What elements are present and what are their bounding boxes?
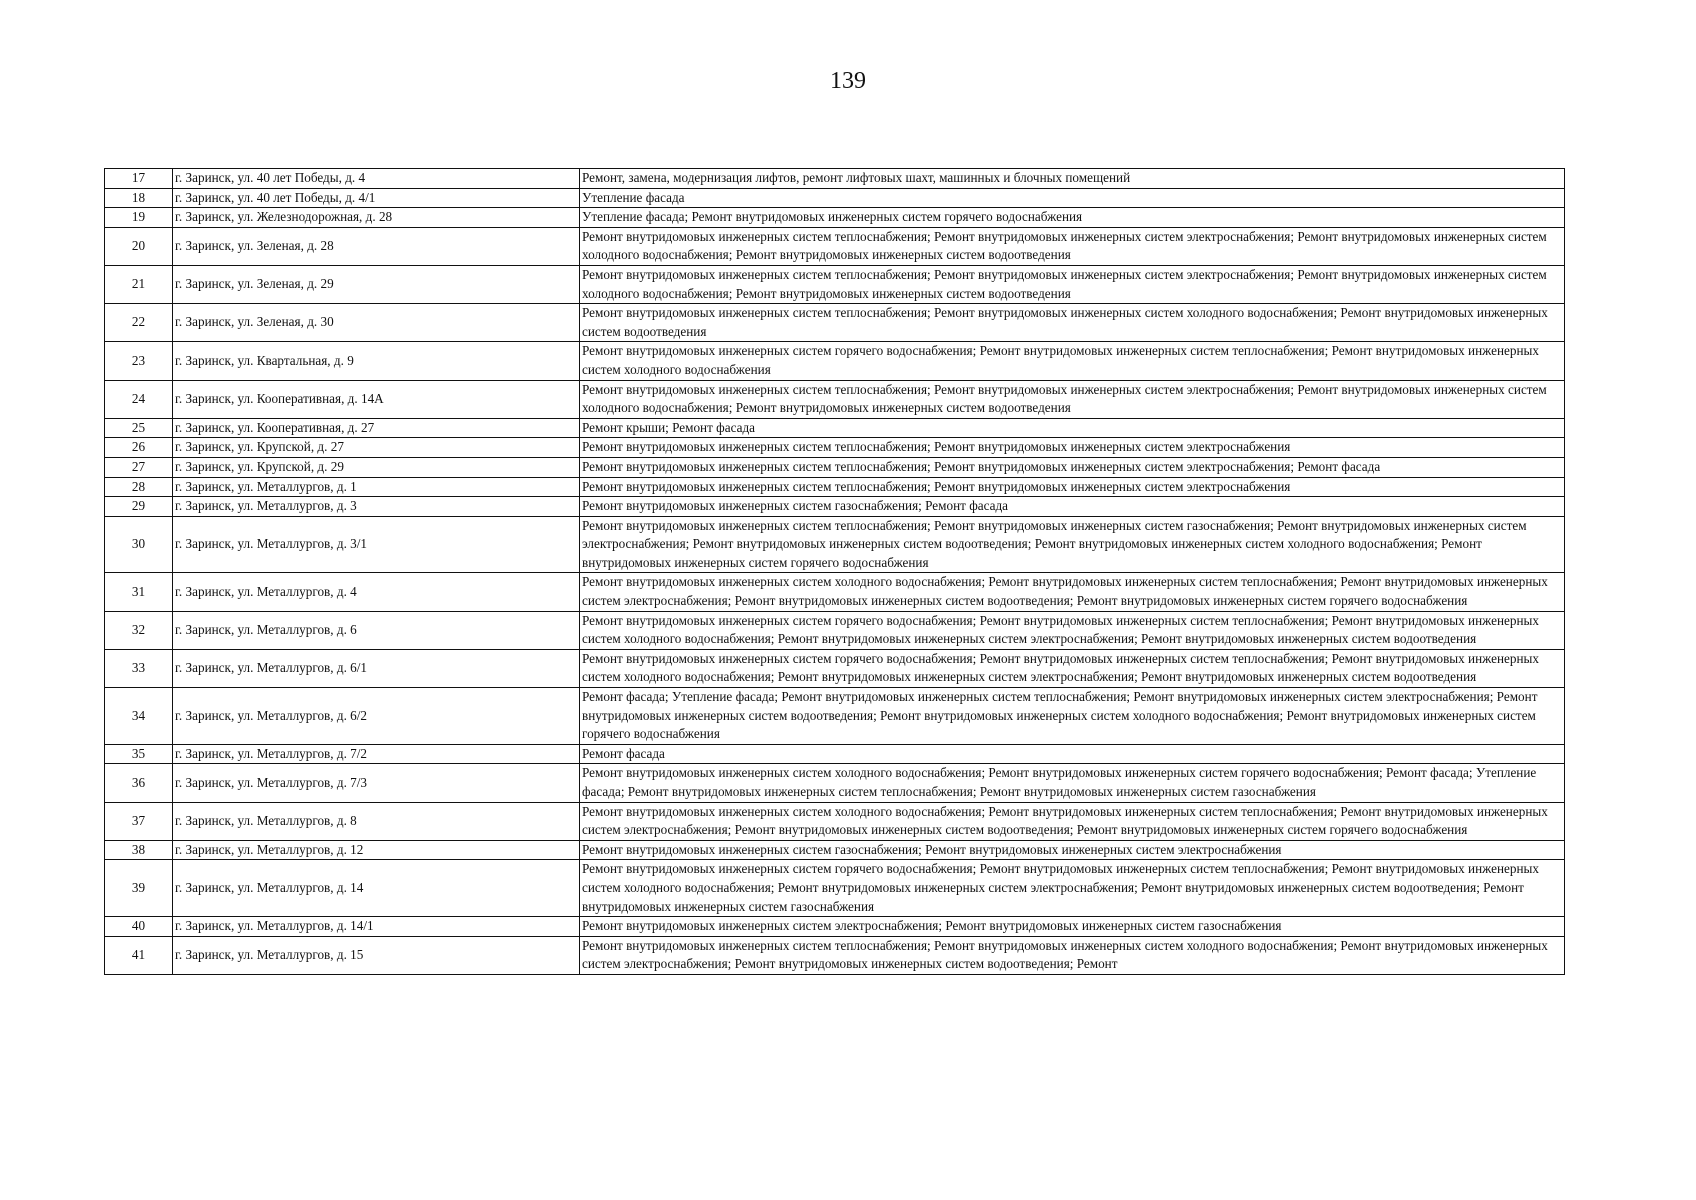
repair-works: Ремонт внутридомовых инженерных систем электроснабжения; Ремонт внутридомовых инженерных систем газоснабжения [580,917,1565,937]
repair-works: Ремонт внутридомовых инженерных систем теплоснабжения; Ремонт внутридомовых инженерных систем холодного водоснабжения; Ремонт внутридомовых инженерных систем водоотведения [580,304,1565,342]
table-row [105,438,1565,458]
table-row [105,188,1565,208]
row-number: 21 [105,265,173,303]
row-number: 23 [105,342,173,380]
repair-works: Ремонт внутридомовых инженерных систем теплоснабжения; Ремонт внутридомовых инженерных систем газоснабжения; Ремонт внутридомовых инженерных систем электроснабжения; Ремонт внутридомовых инженерных систем водоотведения; Ремонт внутридомовых инженерных систем холодного водоснабжения; Ремонт внутридомовых инженерных систем горячего водоснабжения [580,516,1565,573]
row-number: 34 [105,688,173,745]
page-number: 139 [830,68,866,94]
table-row [105,169,1565,189]
row-number: 29 [105,497,173,517]
building-address: г. Заринск, ул. Металлургов, д. 6 [173,611,580,649]
row-number: 38 [105,840,173,860]
table-row [105,860,1565,917]
repair-works: Ремонт внутридомовых инженерных систем холодного водоснабжения; Ремонт внутридомовых инженерных систем горячего водоснабжения; Ремонт фасада; Утепление фасада; Ремонт внутридомовых инженерных систем теплоснабжения; Ремонт внутридомовых инженерных систем газоснабжения [580,764,1565,802]
building-address: г. Заринск, ул. Металлургов, д. 7/3 [173,764,580,802]
table-row [105,208,1565,228]
repair-works: Ремонт внутридомовых инженерных систем теплоснабжения; Ремонт внутридомовых инженерных систем электроснабжения; Ремонт внутридомовых инженерных систем холодного водоснабжения; Ремонт внутридомовых инженерных систем водоотведения [580,227,1565,265]
table-row [105,611,1565,649]
repair-works: Ремонт крыши; Ремонт фасада [580,418,1565,438]
building-address: г. Заринск, ул. Кооперативная, д. 14А [173,380,580,418]
row-number: 22 [105,304,173,342]
table-row [105,418,1565,438]
row-number: 33 [105,649,173,687]
building-address: г. Заринск, ул. Металлургов, д. 3/1 [173,516,580,573]
row-number: 41 [105,936,173,974]
repair-works: Ремонт внутридомовых инженерных систем горячего водоснабжения; Ремонт внутридомовых инженерных систем теплоснабжения; Ремонт внутридомовых инженерных систем холодного водоснабжения; Ремонт внутридомовых инженерных систем электроснабжения; Ремонт внутридомовых инженерных систем водоотведения [580,649,1565,687]
table-row [105,304,1565,342]
building-address: г. Заринск, ул. Металлургов, д. 6/1 [173,649,580,687]
row-number: 37 [105,802,173,840]
building-address: г. Заринск, ул. Металлургов, д. 14/1 [173,917,580,937]
table-row [105,227,1565,265]
repair-works: Ремонт фасада [580,744,1565,764]
table-row [105,573,1565,611]
row-number: 39 [105,860,173,917]
table-row [105,649,1565,687]
table-row [105,917,1565,937]
building-address: г. Заринск, ул. Зеленая, д. 28 [173,227,580,265]
table-row [105,380,1565,418]
repair-works: Ремонт внутридомовых инженерных систем теплоснабжения; Ремонт внутридомовых инженерных систем электроснабжения; Ремонт внутридомовых инженерных систем холодного водоснабжения; Ремонт внутридомовых инженерных систем водоотведения [580,380,1565,418]
row-number: 30 [105,516,173,573]
building-address: г. Заринск, ул. Металлургов, д. 3 [173,497,580,517]
row-number: 24 [105,380,173,418]
repair-works: Ремонт внутридомовых инженерных систем холодного водоснабжения; Ремонт внутридомовых инженерных систем теплоснабжения; Ремонт внутридомовых инженерных систем электроснабжения; Ремонт внутридомовых инженерных систем водоотведения; Ремонт внутридомовых инженерных систем горячего водоснабжения [580,802,1565,840]
building-address: г. Заринск, ул. Металлургов, д. 7/2 [173,744,580,764]
table-row [105,840,1565,860]
table-row [105,516,1565,573]
building-address: г. Заринск, ул. Металлургов, д. 4 [173,573,580,611]
table-row [105,477,1565,497]
table-body [105,169,1565,975]
row-number: 18 [105,188,173,208]
table-row [105,265,1565,303]
table-row [105,744,1565,764]
repair-works: Ремонт, замена, модернизация лифтов, ремонт лифтовых шахт, машинных и блочных помещений [580,169,1565,189]
building-address: г. Заринск, ул. Зеленая, д. 29 [173,265,580,303]
row-number: 31 [105,573,173,611]
table-row [105,764,1565,802]
row-number: 20 [105,227,173,265]
building-address: г. Заринск, ул. Железнодорожная, д. 28 [173,208,580,228]
repair-works-table [104,168,1565,975]
table-row [105,802,1565,840]
building-address: г. Заринск, ул. Металлургов, д. 15 [173,936,580,974]
building-address: г. Заринск, ул. 40 лет Победы, д. 4 [173,169,580,189]
repair-works: Ремонт фасада; Утепление фасада; Ремонт внутридомовых инженерных систем теплоснабжения; Ремонт внутридомовых инженерных систем электроснабжения; Ремонт внутридомовых инженерных систем водоотведения; Ремонт внутридомовых инженерных систем холодного водоснабжения; Ремонт внутридомовых инженерных систем горячего водоснабжения [580,688,1565,745]
building-address: г. Заринск, ул. Крупской, д. 27 [173,438,580,458]
table-row [105,457,1565,477]
building-address: г. Заринск, ул. Металлургов, д. 6/2 [173,688,580,745]
building-address: г. Заринск, ул. Крупской, д. 29 [173,457,580,477]
row-number: 19 [105,208,173,228]
repair-works: Ремонт внутридомовых инженерных систем газоснабжения; Ремонт внутридомовых инженерных систем электроснабжения [580,840,1565,860]
row-number: 36 [105,764,173,802]
repair-works: Ремонт внутридомовых инженерных систем теплоснабжения; Ремонт внутридомовых инженерных систем электроснабжения [580,477,1565,497]
table-row [105,936,1565,974]
row-number: 32 [105,611,173,649]
row-number: 17 [105,169,173,189]
row-number: 35 [105,744,173,764]
building-address: г. Заринск, ул. Зеленая, д. 30 [173,304,580,342]
row-number: 25 [105,418,173,438]
building-address: г. Заринск, ул. Металлургов, д. 12 [173,840,580,860]
repair-works: Утепление фасада [580,188,1565,208]
repair-works: Ремонт внутридомовых инженерных систем теплоснабжения; Ремонт внутридомовых инженерных систем электроснабжения [580,438,1565,458]
repair-works: Ремонт внутридомовых инженерных систем горячего водоснабжения; Ремонт внутридомовых инженерных систем теплоснабжения; Ремонт внутридомовых инженерных систем холодного водоснабжения; Ремонт внутридомовых инженерных систем электроснабжения; Ремонт внутридомовых инженерных систем водоотведения; Ремонт внутридомовых инженерных систем газоснабжения [580,860,1565,917]
table-row [105,497,1565,517]
building-address: г. Заринск, ул. 40 лет Победы, д. 4/1 [173,188,580,208]
repair-works: Ремонт внутридомовых инженерных систем холодного водоснабжения; Ремонт внутридомовых инженерных систем теплоснабжения; Ремонт внутридомовых инженерных систем электроснабжения; Ремонт внутридомовых инженерных систем водоотведения; Ремонт внутридомовых инженерных систем горячего водоснабжения [580,573,1565,611]
repair-works: Ремонт внутридомовых инженерных систем теплоснабжения; Ремонт внутридомовых инженерных систем электроснабжения; Ремонт фасада [580,457,1565,477]
row-number: 28 [105,477,173,497]
building-address: г. Заринск, ул. Квартальная, д. 9 [173,342,580,380]
repair-works: Ремонт внутридомовых инженерных систем горячего водоснабжения; Ремонт внутридомовых инженерных систем теплоснабжения; Ремонт внутридомовых инженерных систем холодного водоснабжения [580,342,1565,380]
repair-works: Ремонт внутридомовых инженерных систем теплоснабжения; Ремонт внутридомовых инженерных систем холодного водоснабжения; Ремонт внутридомовых инженерных систем электроснабжения; Ремонт внутридомовых инженерных систем водоотведения; Ремонт [580,936,1565,974]
table-row [105,688,1565,745]
building-address: г. Заринск, ул. Металлургов, д. 14 [173,860,580,917]
row-number: 27 [105,457,173,477]
row-number: 26 [105,438,173,458]
table-row [105,342,1565,380]
building-address: г. Заринск, ул. Металлургов, д. 1 [173,477,580,497]
repair-works: Ремонт внутридомовых инженерных систем газоснабжения; Ремонт фасада [580,497,1565,517]
row-number: 40 [105,917,173,937]
building-address: г. Заринск, ул. Кооперативная, д. 27 [173,418,580,438]
repair-works: Ремонт внутридомовых инженерных систем теплоснабжения; Ремонт внутридомовых инженерных систем электроснабжения; Ремонт внутридомовых инженерных систем холодного водоснабжения; Ремонт внутридомовых инженерных систем водоотведения [580,265,1565,303]
building-address: г. Заринск, ул. Металлургов, д. 8 [173,802,580,840]
repair-works: Ремонт внутридомовых инженерных систем горячего водоснабжения; Ремонт внутридомовых инженерных систем теплоснабжения; Ремонт внутридомовых инженерных систем холодного водоснабжения; Ремонт внутридомовых инженерных систем электроснабжения; Ремонт внутридомовых инженерных систем водоотведения [580,611,1565,649]
repair-works: Утепление фасада; Ремонт внутридомовых инженерных систем горячего водоснабжения [580,208,1565,228]
